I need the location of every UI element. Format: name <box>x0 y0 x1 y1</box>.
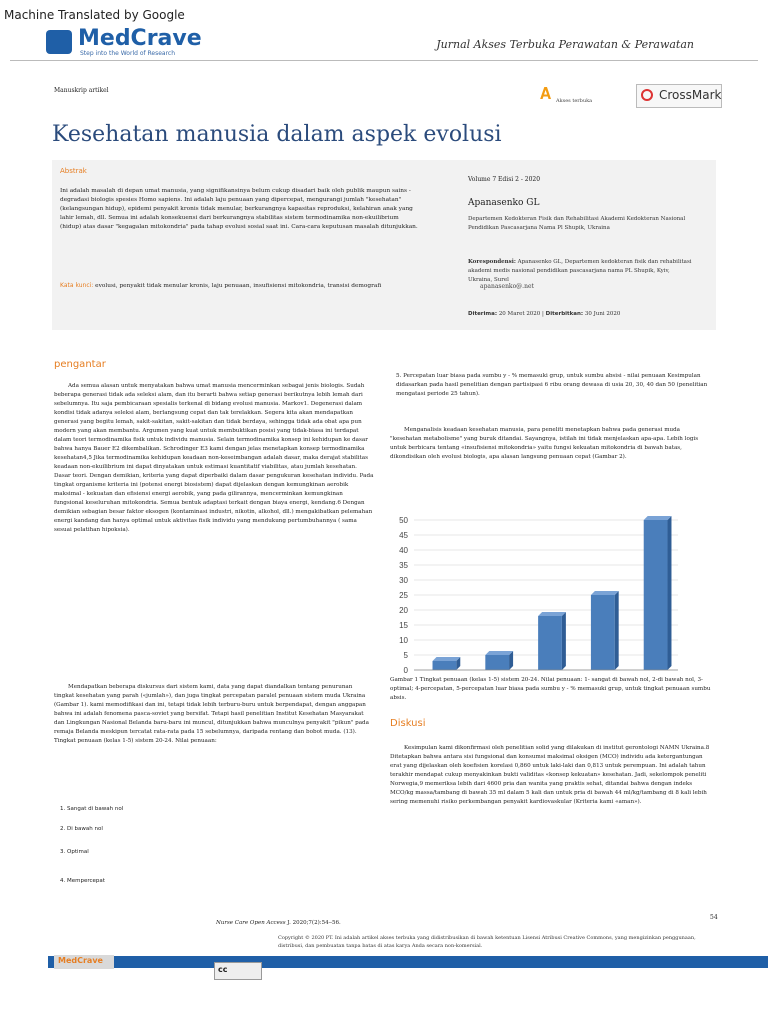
article-type: Manuskrip artikel <box>54 87 109 94</box>
citation <box>216 920 341 926</box>
article-title: Kesehatan manusia dalam aspek evolusi <box>52 122 502 147</box>
citation-journal: Nurse Care Open Access <box>216 920 286 926</box>
cc-icon: cc <box>218 965 228 974</box>
open-access-label: Akses terbuka <box>556 98 593 104</box>
keywords <box>60 281 420 291</box>
cc-license-badge[interactable] <box>214 962 262 980</box>
brand-tagline: Step into the World of Research <box>80 50 176 57</box>
copyright-notice: Copyright © 2020 PT. Ini adalah artikel akses terbuka yang didistribusikan di bawah ketentuan Lisensi Atribusi Creative Commons, yang mengizinkan penggunaan, distribusi, dan pembuatan tanpa batas di atas karya Anda secara non-komersial. <box>278 935 696 949</box>
machine-translation-notice: Machine Translated by Google <box>4 8 185 22</box>
y-tick-label: 45 <box>399 531 408 540</box>
medcrave-logo[interactable] <box>46 26 202 64</box>
keywords-label: Kata kunci: <box>60 282 94 289</box>
received-label: Diterima: <box>468 311 498 317</box>
bar <box>591 595 615 670</box>
y-tick-label: 0 <box>403 666 408 675</box>
correspondence-text: Apanasenko GL, Departemen kedokteran fisik dan rehabilitasi akademi medis nasional pendidikan pascasarjana nama PL Shupik, Kyiv, Ukraina, Surel <box>468 259 692 283</box>
bar <box>538 616 562 670</box>
y-tick-label: 20 <box>399 606 408 615</box>
discussion-heading: Diskusi <box>390 718 426 729</box>
author-affiliation: Departemen Kedokteran Fisik dan Rehabilitasi Akademi Kedokteran Nasional Pendidikan Pascasarjana Nama Pl Shupik, Ukraina <box>468 216 686 231</box>
abstract-heading: Abstrak <box>60 167 87 175</box>
crossmark-label: CrossMark <box>659 88 722 102</box>
bar-side <box>667 516 671 670</box>
correspondence <box>468 258 693 285</box>
discussion-text: Kesimpulan kami dikonfirmasi oleh penelitian solid yang dilakukan di institut gerontologi NAMN Ukraina.8 Ditetapkan bahwa antara sisi fungsional dan konsumsi maksimal oksigen (MCO) individu ada ketergantungan erat yang dijelaskan oleh koefisien korelasi 0,860 untuk laki-laki dan 0,813 untuk perempuan. Ini adalah tahun terakhir mendapat cukup menyakinkan bukti validitas «konsep kekuatan» kesehatan. Jadi, sekelompok peneliti Norwegia,9 memeriksa lebih dari 4600 pria dan wanita yang praktis sehat, ditandai bahwa dengan indeks MCO/kg massa/tambang di bawah 35 ml dalam 5 kali dan untuk pria di bawah 44 ml/kg/tambang di 8 kali lebih sering memenuhi risiko perkembangan penyakit kardiovaskular (Kriteria kami «aman»). <box>390 745 710 805</box>
intro-heading: pengantar <box>54 359 106 370</box>
author-name: Apanasenko GL <box>468 198 540 208</box>
footer-band <box>48 956 768 968</box>
bar-top <box>591 591 619 595</box>
abstract-text: Ini adalah masalah di depan umat manusia, yang signifikansinya belum cukup disadari baik oleh publik maupun sains - degradasi biologis spesies Homo sapiens. Ini adalah laju penuaan yang dipercepat, mengurangi jumlah "kesehatan" (kelangsungan hidup), epidemi penyakit kronis tidak menular, berkurangnya kapasitas reproduksi, kelahiran anak yang lahir lemah, dll. Semua ini adalah konsekuensi dari berkurangnya stabilitas sistem termodinamika non-ekuilibrium (hidup) atas dasar "kegagalan mitokondria" pada tahap evolusi sosial saat ini. Cara-cara keputusan masalah ditunjukkan. <box>60 188 418 230</box>
list-item: 2. Di bawah nol <box>60 826 103 832</box>
y-tick-label: 5 <box>403 651 408 660</box>
abstract-panel <box>52 160 716 330</box>
list-item-5: 5. Percepatan luar biasa pada sumbu y - % memasuki grup, untuk sumbu absisi - nilai penuaan Kesimpulan didasarkan pada hasil penelitian dengan partisipasi 6 ribu orang dewasa di usia 20, 30, 40 dan 50 (penelitian mengatasi periode 25 tahun). <box>396 373 708 397</box>
brand-name: MedCrave <box>78 26 202 51</box>
y-tick-label: 30 <box>399 576 408 585</box>
list-item: 4. Mempercepat <box>60 878 105 884</box>
citation-details: J. 2020;7(2):54‒56. <box>287 920 341 926</box>
published-label: Diterbitkan: <box>545 311 584 317</box>
crossmark-icon <box>641 89 653 101</box>
author-email[interactable]: apanasenko@.net <box>480 283 534 290</box>
bar-side <box>615 591 619 670</box>
page-number: 54 <box>710 914 718 921</box>
bar-top <box>644 516 672 520</box>
chart-y-tick-labels <box>399 516 408 675</box>
list-item: 3. Optimal <box>60 849 89 855</box>
article-dates: Diterima: 20 Maret 2020 | Diterbitkan: 30 Juni 2020 <box>468 311 621 317</box>
y-tick-label: 50 <box>399 516 408 525</box>
volume-info: Volume 7 Edisi 2 - 2020 <box>468 176 541 183</box>
medcrave-logo-icon <box>46 30 72 54</box>
intro-paragraph-1: Ada semua alasan untuk menyatakan bahwa umat manusia mencerminkan sebagai jenis biologis. Sudah beberapa generasi tidak ada seleksi alam, dan itu berarti bahwa setiap generasi berikutnya lebih lemah dari sebelumnya. Itu saja pembicaraan spesialis terkenal di bidang evolusi manusia. Markov1. Degenerasi dalam kondisi tidak adanya seleksi alam, berlangsung cepat dan tak terelakkan. Segera kita akan mendapatkan generasi yang begitu lemah, sakit-sakitan, sakit-sakitan dan tidak berdaya, sehingga tidak ada obat apa pun modern yang akan membantu. Argumen yang kuat untuk membuktikan posisi yang tidak-biasa ini terdapat dalam teori termodinamika fisik untuk individu manusia. Selain termodinamika konsep ini kehidupan ke dasar bahwa hanya Bauer E2 dikembalikan. Schrodinger E3 kami dengan jelas menetapkan konsep termodinamika kesehatan4,5 Jika termodinamika kehidupan keadaan non-keseimbangan adalah dasar, maka derajat stabilitas keadaan non-ekuilibrium ini dapat dinyatakan untuk estimasi kuantitatif viabilitas, atau jumlah kesehatan. Dasar teori. Dengan demikian, kriteria yang dapat diperbaiki dalam dasar pengukuran kesehatan individu. Pada tingkat organisme kriteria ini (potensi energi biosistem) dapat dijelaskan dengan kemungkinan aerobik maksimal - kekuatan dan efisiensi energi aerobik, yang pada gilirannya, mencerminkan kemungkinan fungsional keseluruhan mitokondria. Semua bentuk adaptasi terkait dengan biaya energi, kendang.6 Dengan demikian sebagian besar faktor eksogen (kontaminasi industri, nikotin, alkohol, dll.) mengakibatkan pelemahan energi kandang dan hanya optimal untuk aktivitas fisik individu yang mendukung pertumbuhannya ( sama sesuai pelatihan hipoksia). <box>54 383 374 533</box>
bar <box>433 661 457 670</box>
list-item: 1. Sangat di bawah nol <box>60 806 124 812</box>
keywords-text: evolusi, penyakit tidak menular kronis, laju penuaan, insufisiensi mitokondria, transisi demografi <box>95 283 382 289</box>
top-bar <box>0 0 768 72</box>
bar <box>485 655 509 670</box>
y-tick-label: 10 <box>399 636 408 645</box>
bar <box>644 520 668 670</box>
bar-top <box>485 651 513 655</box>
y-tick-label: 40 <box>399 546 408 555</box>
open-access-icon: 𝚨 <box>540 84 552 103</box>
y-tick-label: 35 <box>399 561 408 570</box>
right-paragraph-1: Menganalisis keadaan kesehatan manusia, para peneliti menetapkan bahwa pada generasi muda "kesehatan metabolisme" yang buruk ditandai. Sayangnya, istilah ini tidak menjelaskan apa-apa. Lebih logis untuk berbicara tentang «insufisiensi mitokondria» yaitu fungsi kekuatan mitokondria di bawah batas, dikondisikan oleh evolusi biologis, apa alasan langsung penuaan cepat (Gambar 2). <box>390 427 699 460</box>
bar-side <box>562 612 566 670</box>
received-date: 20 Maret 2020 <box>498 311 541 317</box>
y-tick-label: 25 <box>399 591 408 600</box>
y-tick-label: 15 <box>399 621 408 630</box>
figure-1-chart <box>388 506 712 676</box>
crossmark-button[interactable] <box>636 84 722 108</box>
bar-top <box>538 612 566 616</box>
published-date: 30 Juni 2020 <box>584 311 621 317</box>
footer-brand: MedCrave <box>58 956 103 965</box>
journal-name: Jurnal Akses Terbuka Perawatan & Perawatan <box>436 38 694 51</box>
correspondence-label: Korespondensi: <box>468 259 516 265</box>
bar-top <box>433 657 461 661</box>
footer-bar <box>0 952 768 968</box>
figure-1-caption: Gambar 1 Tingkat penuaan (kelas 1-5) sistem 20-24. Nilai penuaan: 1- sangat di bawah nol, 2-di bawah nol, 3-optimal; 4-percepatan, 5-percepatan luar biasa pada sumbu y - % memasuki grup, untuk tingkat penuaan sumbu absis. <box>390 677 711 701</box>
intro-paragraph-2: Mendapatkan beberapa diskursus dari sistem kami, data yang dapat diandalkan tentang penurunan tingkat kesehatan yang parah («jumlah»), dan juga tingkat percepatan paralel penuaan sistem muda Ukraina (Gambar 1). kami memodifikasi dan ini, tetapi tidak lebih terburu-buru untuk berpendapat, dengan anggapan bahwa ini adalah fenomena pasca-soviet yang bersifat. Tetapi hasil penelitian Institut Kesehatan Masyarakat dan Lingkungan Nasional Belanda baru-baru ini muncul, ditunjukkan bahwa munculnya penyakit "pikun" pada remaja Belanda meskipun tercatat rata-rata pada 15 sebelumnya, daripada rentang dan bobot muda. (13). Tingkat penuaan (kelas 1-5) sistem 20-24. Nilai penuaan: <box>54 684 369 744</box>
header-divider <box>10 60 758 61</box>
chart-bars <box>433 516 672 670</box>
